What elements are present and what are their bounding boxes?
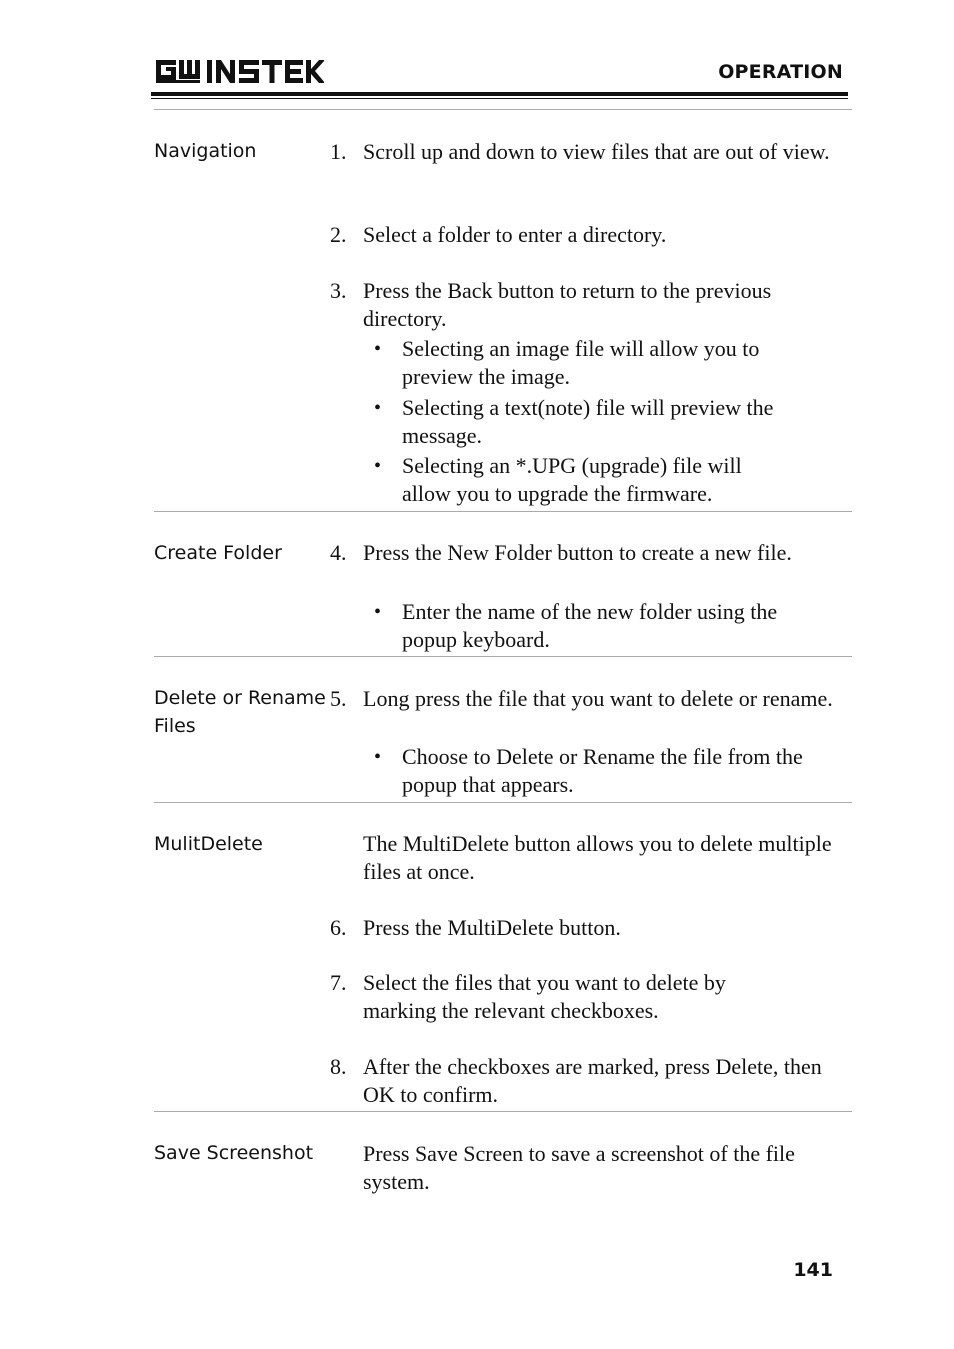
row-separator [154, 802, 852, 803]
header-rule-thin [151, 98, 848, 99]
table-top-rule [154, 109, 852, 110]
bullet-text: Choose to Delete or Rename the file from the popup that appears. [402, 744, 803, 797]
step-text: After the checkboxes are marked, press Delete, then OK to confirm. [363, 1054, 822, 1107]
step-text: Press the Back button to return to the previous directory. [363, 278, 772, 331]
step-number: 4. [330, 540, 347, 565]
step-text: Select a folder to enter a directory. [363, 222, 667, 247]
bullet-text: Enter the name of the new folder using the popup keyboard. [402, 599, 778, 652]
bullet-dot: • [374, 455, 382, 477]
step-number: 1. [330, 139, 347, 164]
step-text: Select the files that you want to delete by marking the relevant checkboxes. [363, 970, 726, 1023]
intro-text: The MultiDelete button allows you to delete multiple files at once. [363, 831, 832, 884]
step-text: Long press the file that you want to delete or rename. [363, 686, 833, 711]
step-number: 6. [330, 915, 347, 940]
step-number: 8. [330, 1054, 347, 1079]
bullet-dot: • [374, 746, 382, 768]
row-label-create-folder: Create Folder [154, 542, 282, 564]
row-separator [154, 1111, 852, 1112]
step-text: Press the MultiDelete button. [363, 915, 621, 940]
header-rule-thick [151, 92, 848, 96]
row-label-save-screenshot: Save Screenshot [154, 1142, 314, 1164]
section-title: OPERATION [718, 61, 843, 83]
bullet-text: Selecting an image file will allow you to preview the image. [402, 336, 760, 389]
row-label-multidelete: MulitDelete [154, 833, 263, 855]
row-separator [154, 656, 852, 657]
row-separator [154, 511, 852, 512]
step-number: 3. [330, 278, 347, 303]
bullet-text: Selecting a text(note) file will preview the message. [402, 395, 774, 448]
gw-instek-logo [154, 56, 324, 84]
page-number: 141 [793, 1259, 833, 1281]
bullet-dot: • [374, 397, 382, 419]
row-label-delete-rename: Delete or Rename Files [154, 687, 326, 737]
bullet-text: Selecting an *.UPG (upgrade) file will allow you to upgrade the firmware. [402, 453, 742, 506]
step-text: Scroll up and down to view files that are out of view. [363, 139, 830, 164]
body-text: Press Save Screen to save a screenshot of the file system. [363, 1141, 795, 1194]
step-text: Press the New Folder button to create a new file. [363, 540, 792, 565]
bullet-dot: • [374, 338, 382, 360]
step-number: 7. [330, 970, 347, 995]
bullet-dot: • [374, 601, 382, 623]
row-label-navigation: Navigation [154, 140, 257, 162]
step-number: 2. [330, 222, 347, 247]
step-number: 5. [330, 686, 347, 711]
